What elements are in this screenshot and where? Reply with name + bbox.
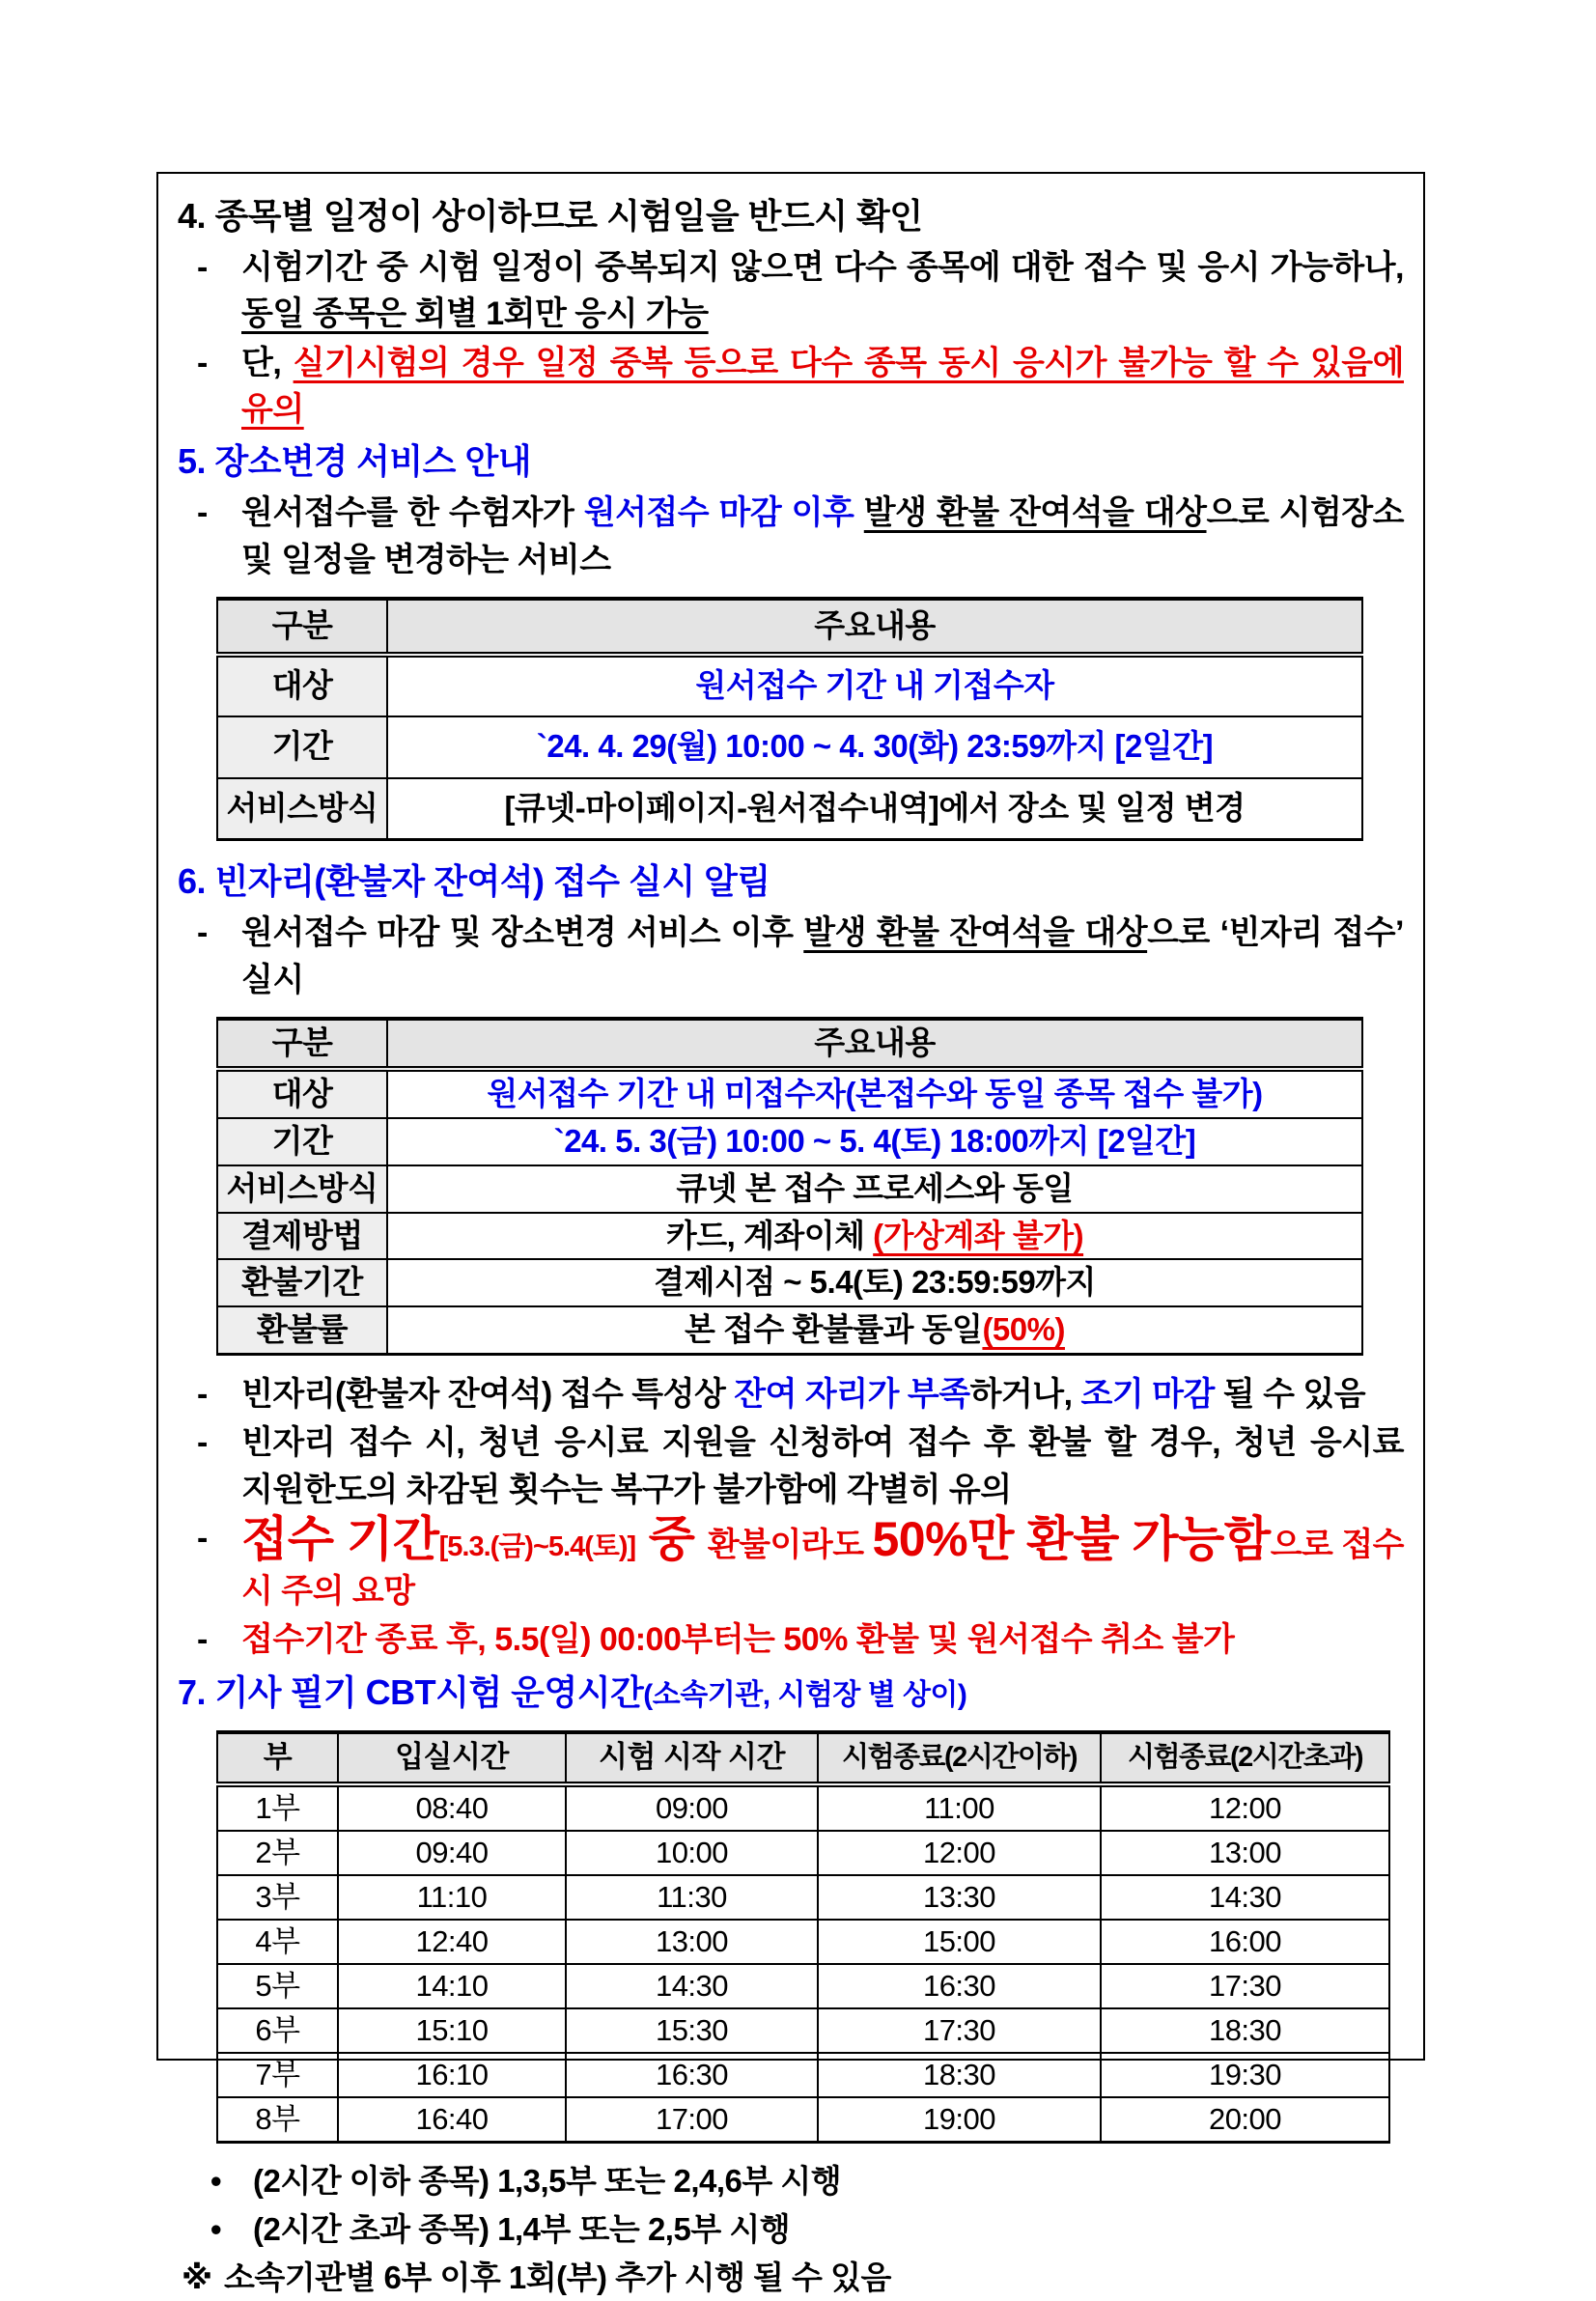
vacancy-application-table bbox=[216, 1017, 1363, 1356]
section-5-bullet-1 bbox=[178, 490, 1404, 583]
big-red-text: 중 bbox=[635, 1511, 708, 1566]
row-value: `24. 5. 3(금) 10:00 ~ 5. 4(토) 18:00까지 [2일간] bbox=[387, 1118, 1362, 1165]
table-header-row bbox=[217, 1732, 1389, 1784]
column-header: 구분 bbox=[217, 1019, 387, 1069]
column-header: 시험종료(2시간이하) bbox=[818, 1732, 1101, 1784]
bullet-dash: - bbox=[197, 1376, 208, 1414]
table-row bbox=[217, 1165, 1362, 1213]
bullet-dash: - bbox=[197, 1519, 208, 1557]
column-header: 구분 bbox=[217, 599, 387, 655]
cell: 18:30 bbox=[1101, 2008, 1389, 2053]
cell: 5부 bbox=[217, 1964, 338, 2008]
bullet-text bbox=[241, 910, 1404, 1003]
column-header: 시험종료(2시간초과) bbox=[1101, 1732, 1389, 1784]
text-segment: 1,3,5부 또는 2,4,6부 시행 bbox=[489, 2162, 842, 2199]
refund-warning-text bbox=[241, 1511, 1405, 1615]
table-row bbox=[217, 1069, 1362, 1118]
cell: 16:00 bbox=[1101, 1920, 1389, 1964]
bullet-dash: - bbox=[197, 1424, 208, 1462]
cell: 12:00 bbox=[1101, 1784, 1389, 1831]
venue-change-table bbox=[216, 597, 1363, 842]
text-segment: 으로 ‘빈자리 접수’ 실시 bbox=[241, 914, 1404, 998]
row-value bbox=[387, 1306, 1362, 1354]
section-4-bullet-2 bbox=[178, 340, 1404, 434]
note-text bbox=[253, 2159, 841, 2204]
bullet-dot: • bbox=[210, 2210, 222, 2247]
text-segment: 1,4부 또는 2,5부 시행 bbox=[489, 2210, 791, 2247]
section-7-heading bbox=[178, 1668, 1404, 1717]
cell: 2부 bbox=[217, 1831, 338, 1875]
text-segment: 빈자리(환불자 잔여석) 접수 특성상 bbox=[241, 1376, 735, 1414]
row-label: 대상 bbox=[217, 655, 387, 716]
section-6-bullet-5 bbox=[178, 1616, 1404, 1663]
bullet-text bbox=[241, 340, 1404, 434]
note-additional-session bbox=[178, 2256, 1404, 2301]
red-underlined-text: (가상계좌 불가) bbox=[873, 1217, 1084, 1253]
cell: 1부 bbox=[217, 1784, 338, 1831]
underlined-text: 발생 환불 잔여석을 대상 bbox=[803, 914, 1148, 952]
bullet-text bbox=[241, 1371, 1404, 1417]
table-row bbox=[217, 1118, 1362, 1165]
cell: 17:30 bbox=[818, 2008, 1101, 2053]
cell: 7부 bbox=[217, 2053, 338, 2097]
table-row bbox=[217, 1920, 1389, 1964]
bullet-dash: - bbox=[197, 914, 208, 952]
table-row bbox=[217, 1784, 1389, 1831]
cell: 18:30 bbox=[818, 2053, 1101, 2097]
bullet-dash: - bbox=[197, 249, 208, 287]
bullet-text bbox=[241, 490, 1404, 583]
cell: 08:40 bbox=[338, 1784, 566, 1831]
note-over-2h bbox=[178, 2207, 1404, 2253]
section-6-bullet-2 bbox=[178, 1371, 1404, 1417]
cell: 13:30 bbox=[818, 1875, 1101, 1920]
heading-sub: (소속기관, 시험장 별 상이) bbox=[643, 1678, 967, 1711]
cell: 19:30 bbox=[1101, 2053, 1389, 2097]
big-red-text: 50%만 환불 가능함 bbox=[872, 1511, 1271, 1566]
bullet-text bbox=[241, 244, 1404, 338]
red-underlined-text: (50%) bbox=[982, 1311, 1065, 1348]
heading-main: 7. 기사 필기 CBT시험 운영시간 bbox=[178, 1671, 644, 1712]
text-segment: 될 수 있음 bbox=[1214, 1376, 1366, 1414]
bold-segment: (2시간 이하 종목) bbox=[253, 2162, 490, 2199]
note-text bbox=[253, 2207, 790, 2253]
table-row bbox=[217, 1213, 1362, 1260]
row-label: 기간 bbox=[217, 1118, 387, 1165]
table-header-row bbox=[217, 599, 1362, 655]
table-row bbox=[217, 2053, 1389, 2097]
table-header-row bbox=[217, 1019, 1362, 1069]
text-segment: 하거나, bbox=[969, 1376, 1081, 1414]
row-value bbox=[387, 1213, 1362, 1260]
cell: 11:30 bbox=[566, 1875, 818, 1920]
cell: 6부 bbox=[217, 2008, 338, 2053]
bullet-text: 빈자리 접수 시, 청년 응시료 지원을 신청하여 접수 후 환불 할 경우, 청년 응시료 지원한도의 차감된 횟수는 복구가 불가함에 각별히 유의 bbox=[241, 1424, 1404, 1508]
text-segment: 카드, 계좌이체 bbox=[665, 1217, 874, 1253]
table-row bbox=[217, 2097, 1389, 2143]
section-4-heading: 4. 종목별 일정이 상이하므로 시험일을 반드시 확인 bbox=[178, 196, 923, 236]
red-underlined-text: 실기시험의 경우 일정 중복 등으로 다수 종목 동시 응시가 불가능 할 수 있음에 유의 bbox=[241, 344, 1404, 428]
underlined-text: 동일 종목은 회별 1회만 응시 가능 bbox=[241, 295, 709, 333]
section-4-bullet-1 bbox=[178, 244, 1404, 338]
table-row bbox=[217, 1259, 1362, 1306]
cell: 20:00 bbox=[1101, 2097, 1389, 2143]
cell: 15:00 bbox=[818, 1920, 1101, 1964]
bold-segment: (2시간 초과 종목) bbox=[253, 2210, 490, 2247]
text-segment: 원서접수를 한 수험자가 bbox=[241, 494, 584, 532]
table-row bbox=[217, 716, 1362, 778]
cell: 12:00 bbox=[818, 1831, 1101, 1875]
section-5-heading: 5. 장소변경 서비스 안내 bbox=[178, 441, 532, 482]
cell: 4부 bbox=[217, 1920, 338, 1964]
row-label: 기간 bbox=[217, 716, 387, 778]
row-label: 환불률 bbox=[217, 1306, 387, 1354]
table-row bbox=[217, 1964, 1389, 2008]
bullet-dash: - bbox=[197, 1621, 208, 1659]
text-segment: 단, bbox=[241, 344, 294, 381]
text-segment: 원서접수 마감 및 장소변경 서비스 이후 bbox=[241, 914, 804, 952]
note-text: 소속기관별 6부 이후 1회(부) 추가 시행 될 수 있음 bbox=[224, 2259, 891, 2295]
text-segment: 시험기간 중 시험 일정이 중복되지 않으면 다수 종목에 대한 접수 및 응시 가능하나, bbox=[241, 249, 1404, 287]
cell: 16:30 bbox=[818, 1964, 1101, 2008]
cell: 11:00 bbox=[818, 1784, 1101, 1831]
small-red-text: [5.3.(금)~5.4(토)] bbox=[438, 1530, 636, 1562]
text-segment: 본 접수 환불률과 동일 bbox=[685, 1311, 983, 1348]
section-6-heading: 6. 빈자리(환불자 잔여석) 접수 실시 알림 bbox=[178, 861, 770, 902]
cell: 14:30 bbox=[566, 1964, 818, 2008]
text-segment: 으로 접수 시 주의 요망 bbox=[241, 1526, 1405, 1611]
column-header: 입실시간 bbox=[338, 1732, 566, 1784]
cell: 11:10 bbox=[338, 1875, 566, 1920]
table-row bbox=[217, 1875, 1389, 1920]
section-6-refund-warning bbox=[178, 1511, 1405, 1615]
table-row bbox=[217, 2008, 1389, 2053]
red-text: 접수기간 종료 후, 5.5(일) 00:00부터는 50% 환불 및 원서접수 취소 불가 bbox=[241, 1621, 1235, 1659]
cell: 8부 bbox=[217, 2097, 338, 2143]
cell: 3부 bbox=[217, 1875, 338, 1920]
cell: 13:00 bbox=[566, 1920, 818, 1964]
note-under-2h bbox=[178, 2159, 1404, 2204]
row-value: 원서접수 기간 내 기접수자 bbox=[387, 655, 1362, 716]
bullet-dash: - bbox=[197, 344, 208, 381]
text-segment: 환불이라도 bbox=[707, 1526, 873, 1563]
table-row bbox=[217, 778, 1362, 840]
row-value: 원서접수 기간 내 미접수자(본접수와 동일 종목 접수 불가) bbox=[387, 1069, 1362, 1118]
text-segment: 으로 시험장소 및 일정을 변경하는 서비스 bbox=[241, 494, 1405, 578]
table-row bbox=[217, 655, 1362, 716]
bullet-dot: • bbox=[210, 2162, 222, 2199]
timetable-notes bbox=[178, 2159, 1404, 2301]
table-row bbox=[217, 1306, 1362, 1354]
row-value: `24. 4. 29(월) 10:00 ~ 4. 30(화) 23:59까지 [2일간] bbox=[387, 716, 1362, 778]
cell: 17:00 bbox=[566, 2097, 818, 2143]
section-6-bullet-1 bbox=[178, 910, 1404, 1003]
section-6-bullet-3 bbox=[178, 1419, 1404, 1513]
row-label: 서비스방식 bbox=[217, 778, 387, 840]
row-label: 환불기간 bbox=[217, 1259, 387, 1306]
cell: 10:00 bbox=[566, 1831, 818, 1875]
cell: 16:10 bbox=[338, 2053, 566, 2097]
row-label: 결제방법 bbox=[217, 1213, 387, 1260]
row-value: 결제시점 ~ 5.4(토) 23:59:59까지 bbox=[387, 1259, 1362, 1306]
cell: 15:30 bbox=[566, 2008, 818, 2053]
underlined-text: 발생 환불 잔여석을 대상 bbox=[863, 494, 1207, 532]
column-header: 부 bbox=[217, 1732, 338, 1784]
big-red-text: 접수 기간 bbox=[241, 1511, 439, 1566]
column-header: 시험 시작 시간 bbox=[566, 1732, 818, 1784]
blue-text: 원서접수 마감 이후 bbox=[583, 494, 864, 532]
row-value: 큐넷 본 접수 프로세스와 동일 bbox=[387, 1165, 1362, 1213]
blue-text: 잔여 자리가 부족 bbox=[734, 1376, 970, 1414]
reference-mark: ※ bbox=[182, 2259, 212, 2295]
cell: 17:30 bbox=[1101, 1964, 1389, 2008]
cell: 15:10 bbox=[338, 2008, 566, 2053]
row-label: 서비스방식 bbox=[217, 1165, 387, 1213]
cell: 16:40 bbox=[338, 2097, 566, 2143]
row-value: [큐넷-마이페이지-원서접수내역]에서 장소 및 일정 변경 bbox=[387, 778, 1362, 840]
cell: 14:10 bbox=[338, 1964, 566, 2008]
blue-text: 조기 마감 bbox=[1080, 1376, 1215, 1414]
column-header: 주요내용 bbox=[387, 599, 1362, 655]
cell: 13:00 bbox=[1101, 1831, 1389, 1875]
table-row bbox=[217, 1831, 1389, 1875]
cell: 09:40 bbox=[338, 1831, 566, 1875]
cbt-exam-time-table bbox=[216, 1730, 1390, 2144]
cell: 09:00 bbox=[566, 1784, 818, 1831]
cell: 14:30 bbox=[1101, 1875, 1389, 1920]
column-header: 주요내용 bbox=[387, 1019, 1362, 1069]
cell: 19:00 bbox=[818, 2097, 1101, 2143]
notice-content-box bbox=[156, 172, 1425, 2295]
bullet-dash: - bbox=[197, 494, 208, 532]
cell: 12:40 bbox=[338, 1920, 566, 1964]
row-label: 대상 bbox=[217, 1069, 387, 1118]
cell: 16:30 bbox=[566, 2053, 818, 2097]
